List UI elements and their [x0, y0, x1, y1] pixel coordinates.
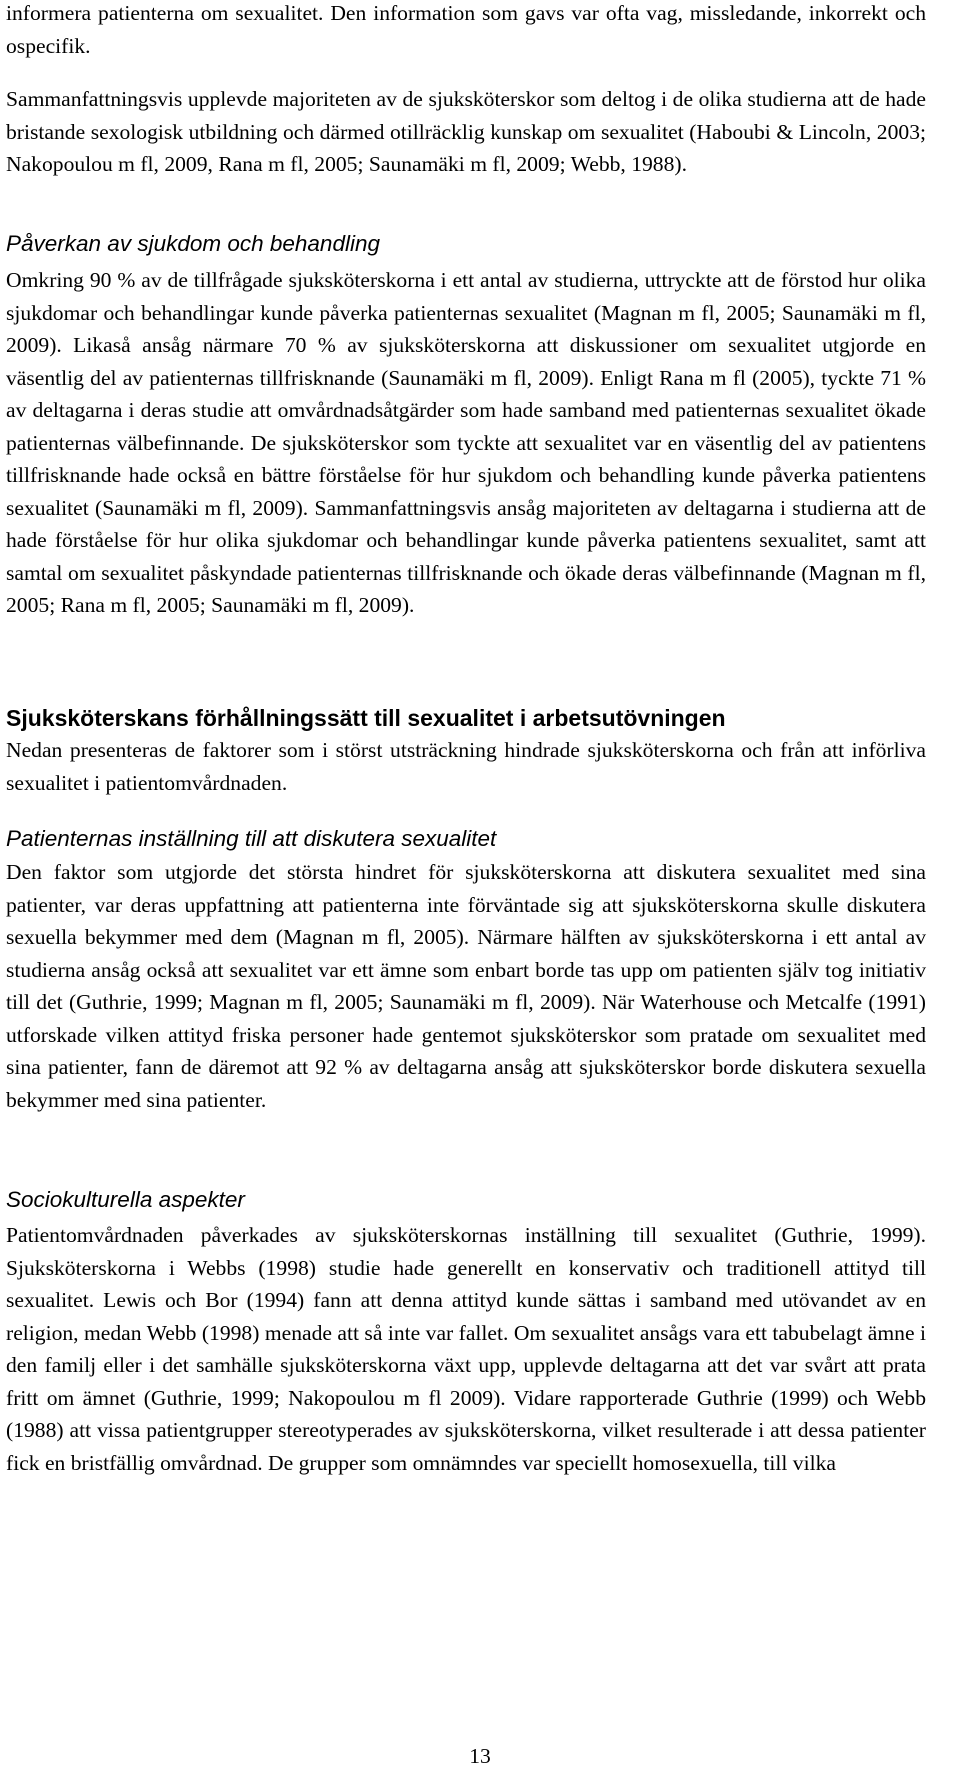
paragraph-summary-education: Sammanfattningsvis upplevde majoriteten av de sjuksköterskor som deltog i de olika studierna att de hade bristande sexologisk utbildning och därmed otillräcklig kunskap om sexualitet (Haboubi & Lincoln, 2003; Nakopoulou m fl, 2009, Rana m fl, 2005; Saunamäki m fl, 2009; Webb, 1988).	[6, 87, 926, 176]
subheading-patient-attitude: Patienternas inställning till att diskutera sexualitet	[6, 826, 497, 851]
page-number: 13	[469, 1744, 491, 1768]
paragraph-patient-attitude: Den faktor som utgjorde det största hindret för sjuksköterskorna att diskutera sexualitet med sina patienter, var deras uppfattning att patienterna inte förväntade sig att sjuksköterskorna skulle diskutera sexuella bekymmer med dem (Magnan m fl, 2005). Närmare hälften av sjuksköterskorna i ett antal av studierna ansåg också att sexualitet var ett ämne som enbart borde tas upp om patienten själv tog initiativ till det (Guthrie, 1999; Magnan m fl, 2005; Saunamäki m fl, 2009). När Waterhouse och Metcalfe (1991) utforskade vilken attityd friska personer hade gentemot sjuksköterskor som pratade om sexualitet med sina patienter, fann de däremot att 92 % av deltagarna ansåg att sjuksköterskor borde diskutera sexuella bekymmer med sina patienter.	[6, 860, 926, 1112]
subheading-sociocultural: Sociokulturella aspekter	[6, 1187, 245, 1212]
paragraph-illness-treatment: Omkring 90 % av de tillfrågade sjuksköterskorna i ett antal av studierna, uttryckte att de förstod hur olika sjukdomar och behandlingar kunde påverka patienternas sexualitet (Magnan m fl, 2005; Saunamäki m fl, 2009). Likaså ansåg närmare 70 % av sjuksköterskorna att diskussioner om sexualitet utgjorde en väsentlig del av patienternas tillfrisknande (Saunamäki m fl, 2009). Enligt Rana m fl (2005), tyckte 71 % av deltagarna i deras studie att omvårdnadsåtgärder som hade samband med patienternas sexualitet ökade patienternas välbefinnande. De sjuksköterskor som tyckte att sexualitet var en väsentlig del av patientens tillfrisknande hade också en bättre förståelse för hur sjukdom och behandling kunde påverka patientens sexualitet (Saunamäki m fl, 2009). Sammanfattningsvis ansåg majoriteten av deltagarna i studierna att de hade förståelse för hur olika sjukdomar och behandlingar kunde påverka patientens sexualitet, samt att samtal om sexualitet påskyndade patienternas tillfrisknande och ökade deras välbefinnande (Magnan m fl, 2005; Rana m fl, 2005; Saunamäki m fl, 2009).	[6, 268, 926, 617]
paragraph-sociocultural: Patientomvårdnaden påverkades av sjuksköterskornas inställning till sexualitet (Guthrie, 1999). Sjuksköterskorna i Webbs (1998) studie hade generellt en konservativ och traditionell attityd till sexualitet. Lewis och Bor (1994) fann att denna attityd kunde sättas i samband med utövandet av en religion, medan Webb (1998) menade att så inte var fallet. Om sexualitet ansågs vara ett tabubelagt ämne i den familj eller i det samhälle sjuksköterskorna växt upp, upplevde deltagarna att det var svårt att prata fritt om ämnet (Guthrie, 1999; Nakopoulou m fl 2009). Vidare rapporterade Guthrie (1999) och Webb (1988) att vissa patientgrupper stereotyperades av sjuksköterskorna, vilket resulterade i att dessa patienter fick en bristfällig omvårdnad. De grupper som omnämndes var speciellt homosexuella, till vilka	[6, 1223, 926, 1475]
subheading-illness-treatment: Påverkan av sjukdom och behandling	[6, 231, 380, 256]
paragraph-nurse-approach-intro: Nedan presenteras de faktorer som i störst utsträckning hindrade sjuksköterskorna och från att införliva sexualitet i patientomvårdnaden.	[6, 738, 926, 795]
section-heading-nurse-approach: Sjuksköterskans förhållningssätt till sexualitet i arbetsutövningen	[6, 705, 726, 731]
paragraph-intro-continuation: informera patienterna om sexualitet. Den information som gavs var ofta vag, missledande, inkorrekt och ospecifik.	[6, 1, 926, 58]
